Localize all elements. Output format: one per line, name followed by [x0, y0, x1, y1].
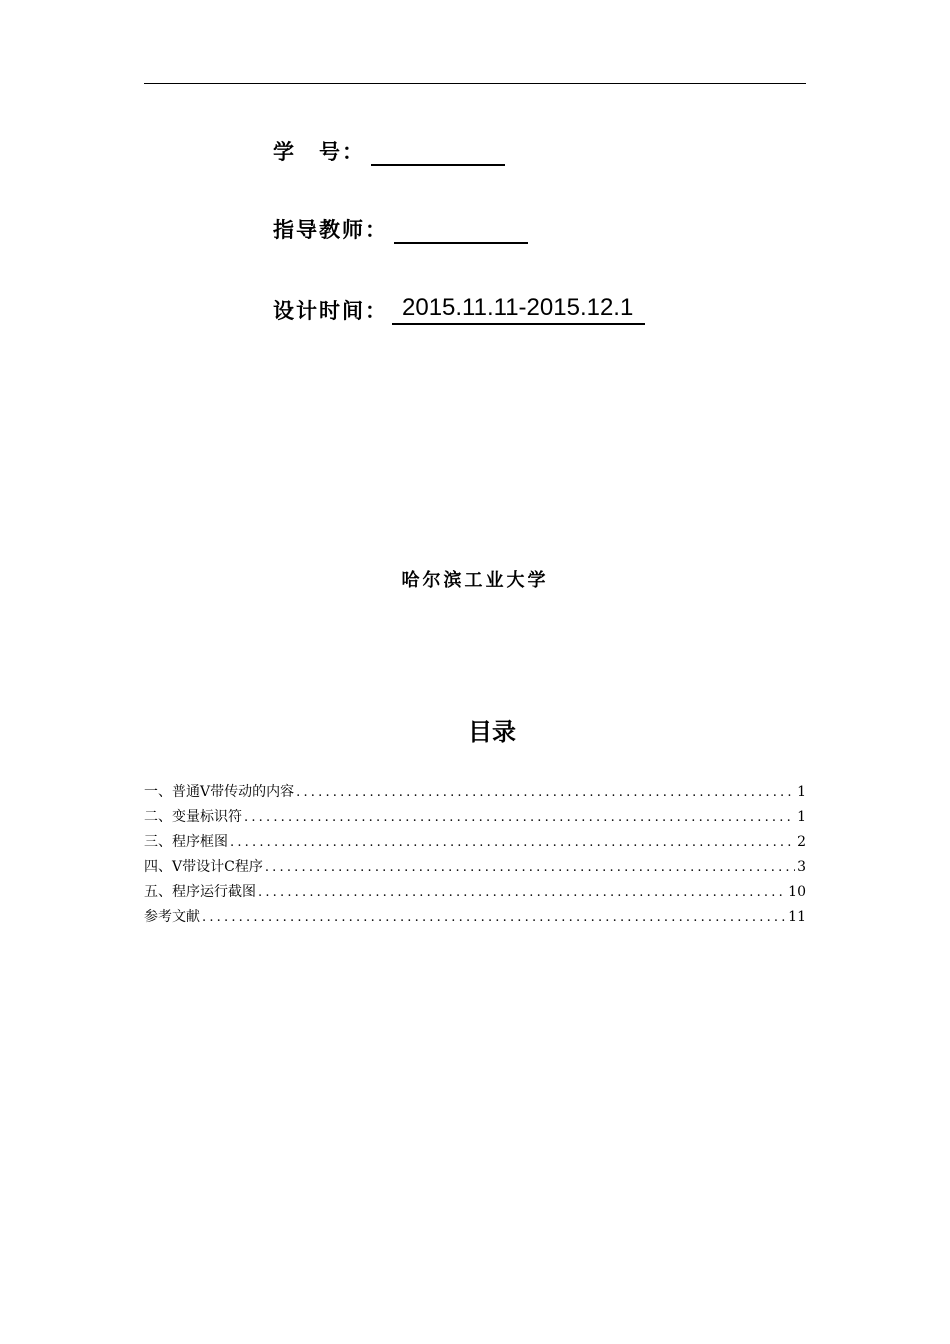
design-time-field [273, 293, 645, 325]
toc-entry-text: 五、程序运行截图 [144, 884, 256, 900]
student-id-field [273, 136, 505, 166]
toc-entry-text: 三、程序框图 [144, 834, 228, 850]
toc-entry[interactable] [144, 831, 806, 856]
advisor-label: 指导教师： [273, 218, 388, 242]
toc-entry-text: 一、普通V带传动的内容 [144, 784, 295, 800]
table-of-contents [144, 781, 806, 931]
toc-entry[interactable] [144, 856, 806, 881]
toc-entry[interactable] [144, 781, 806, 806]
toc-entry[interactable] [144, 906, 806, 931]
toc-entry-page: 2 [797, 834, 806, 850]
toc-entry[interactable] [144, 881, 806, 906]
toc-entry-text: 二、变量标识符 [144, 809, 242, 825]
toc-entry[interactable] [144, 806, 806, 831]
student-id-label: 学 号： [273, 140, 365, 164]
toc-entry-page: 1 [797, 809, 806, 825]
toc-leader-dots [202, 910, 786, 925]
toc-entry-page: 3 [797, 859, 806, 875]
advisor-blank [394, 218, 528, 244]
student-id-blank [371, 140, 505, 166]
toc-entry-page: 1 [797, 784, 806, 800]
advisor-field [273, 214, 528, 244]
toc-leader-dots [244, 810, 795, 825]
design-time-label: 设计时间： [273, 299, 388, 323]
toc-entry-page: 11 [788, 909, 806, 925]
header-rule [144, 83, 806, 84]
toc-entry-text: 四、V带设计C程序 [144, 859, 263, 875]
university-name: 哈尔滨工业大学 [401, 570, 549, 591]
toc-entry-text: 参考文献 [144, 909, 200, 925]
toc-leader-dots [230, 835, 795, 850]
toc-leader-dots [265, 860, 795, 875]
toc-title: 目录 [468, 718, 516, 746]
toc-entry-page: 10 [788, 884, 806, 900]
design-time-value: 2015.11.11-2015.12.1 [392, 293, 645, 325]
toc-leader-dots [258, 885, 786, 900]
toc-leader-dots [296, 785, 795, 800]
